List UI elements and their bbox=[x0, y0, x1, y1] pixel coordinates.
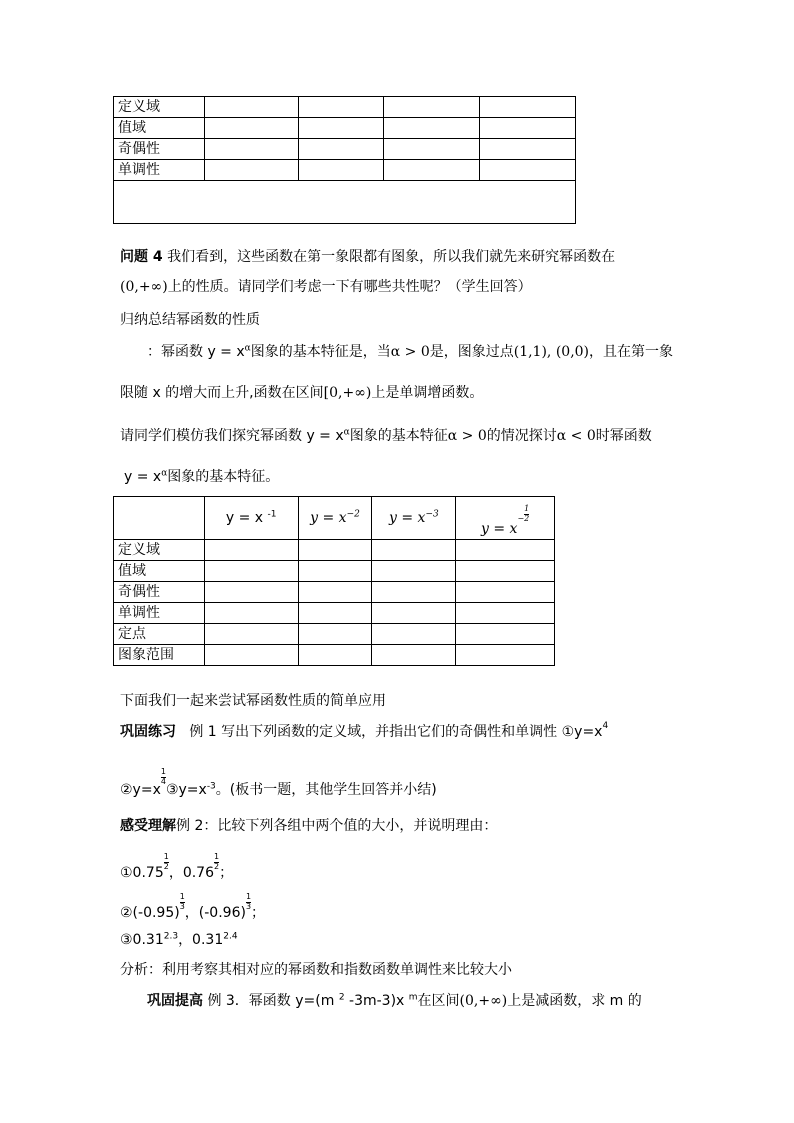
table-row bbox=[114, 97, 576, 118]
table-row bbox=[114, 139, 576, 160]
properties-table-1 bbox=[113, 96, 576, 224]
table-row: 奇偶性 bbox=[114, 582, 555, 603]
analysis-text: 分析：利用考察其相对应的幂函数和指数函数单调性来比较大小 bbox=[120, 962, 512, 978]
example-2-heading: 感受理解例 2：比较下列各组中两个值的大小，并说明理由： bbox=[120, 818, 498, 834]
row-label: 定义域 bbox=[114, 97, 205, 118]
table-header-row bbox=[114, 497, 555, 540]
label-improve: 巩固提高 bbox=[147, 993, 203, 1009]
properties-table-2 bbox=[113, 496, 555, 666]
label-understanding: 感受理解 bbox=[120, 818, 176, 834]
row-label: 值域 bbox=[114, 118, 205, 139]
example-1-line-1: 巩固练习 例 1 写出下列函数的定义域，并指出它们的奇偶性和单调性 $①y=x^4$ bbox=[120, 721, 609, 740]
header-y-x-neg1: y = x $^{-1}$ bbox=[204, 497, 298, 540]
question-4-line-2: (0,+∞)上的性质。请同学们考虑一下有哪些共性呢？（学生回答） bbox=[120, 279, 532, 295]
question-4-line-1: 问题 4 我们看到，这些函数在第一象限都有图象，所以我们就先来研究幂函数在 bbox=[120, 249, 616, 265]
example-2-item-2: ②(-0.95) $\frac{1}{3}$ ，(-0.96) $\frac{1}{3}$ ； bbox=[120, 892, 266, 921]
example-1-line-2: ②y=x $\frac{1}{4}$ $③y=x^{-3}$。(板书一题，其他学生回答并小结) bbox=[120, 767, 437, 798]
row-label: 单调性 bbox=[114, 160, 205, 181]
table-row: 单调性 bbox=[114, 603, 555, 624]
header-y-x-neg-half: y = x− $\frac{1}{2}$ bbox=[456, 497, 555, 540]
application-intro: 下面我们一起来尝试幂函数性质的简单应用 bbox=[120, 693, 386, 709]
summary-title: 归纳总结幂函数的性质 bbox=[120, 312, 260, 328]
summary-paragraph-1: ：幂函数 $y = x^\alpha$图象的基本特征是，当α > 0是，图象过点(1,1), (0,0)，且在第一象 bbox=[147, 343, 674, 360]
header-y-x-neg3: $y = x^{-3}$ bbox=[372, 497, 456, 540]
header-y-x-neg2: $y = x^{-2}$ bbox=[298, 497, 372, 540]
table-row: 定点 bbox=[114, 624, 555, 645]
table-row-empty bbox=[114, 181, 576, 224]
table-row bbox=[114, 118, 576, 139]
example-2-item-3: $③0.31^{2.3}$，$0.31^{2.4}$ bbox=[120, 931, 238, 948]
table-row: 图象范围 bbox=[114, 645, 555, 666]
summary-paragraph-3: 请同学们模仿我们探究幂函数 $y = x^\alpha$图象的基本特征α > 0的情况探讨α < 0时幂函数 bbox=[120, 427, 652, 444]
row-label: 奇偶性 bbox=[114, 139, 205, 160]
table-row bbox=[114, 160, 576, 181]
example-2-item-1: ①0.75 $\frac{1}{2}$ ，0.76 $\frac{1}{2}$ ； bbox=[120, 852, 234, 881]
table-row: 值域 bbox=[114, 561, 555, 582]
table-row: 定义域 bbox=[114, 540, 555, 561]
question-4-label: 问题 4 bbox=[120, 249, 163, 265]
summary-paragraph-4: $y = x^\alpha$图象的基本特征。 bbox=[124, 468, 280, 485]
label-practice: 巩固练习 bbox=[120, 724, 176, 740]
example-3-line: 巩固提高 例 3．幂函数 y=(m $^2$ -3m-3)x $^m$在区间(0,+∞)上是减函数，求 m 的 bbox=[147, 992, 642, 1009]
summary-paragraph-2: 限随 x 的增大而上升,函数在区间[0,+∞)上是单调增函数。 bbox=[120, 385, 484, 401]
